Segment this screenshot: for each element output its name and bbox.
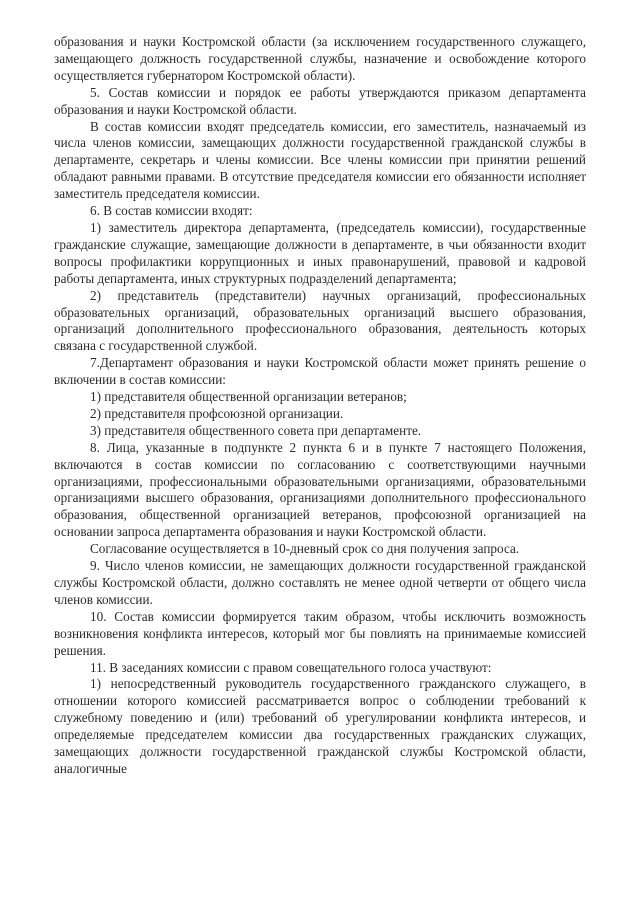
paragraph-item-6-sub-1: 1) заместитель директора департамента, (председатель комиссии), государственные гражданские служащие, замещающие должности в департаменте, в чьи обязанности входит вопросы профилактики коррупционных и иных правонарушений, правовой и кадровой работы департамента, иных структурных подразделений департамента;	[54, 219, 586, 286]
paragraph-item-11-sub-1: 1) непосредственный руководитель государственного гражданского служащего, в отношении которого комиссией рассматривается вопрос о соблюдении требований к служебному поведению и (или) требований об урегулировании конфликта интересов, и определяемые председателем комиссии два государственных гражданских служащих, замещающих должности государственной гражданской службы Костромской области, аналогичные	[54, 676, 586, 776]
paragraph-item-10: 10. Состав комиссии формируется таким образом, чтобы исключить возможность возникновения конфликта интересов, который мог бы повлиять на принимаемые комиссией решения.	[54, 608, 586, 658]
paragraph-item-8: 8. Лица, указанные в подпункте 2 пункта 6 и в пункте 7 настоящего Положения, включаются в состав комиссии по согласованию с соответствующими научными организациями, профессиональными образовательными организациями, образовательными организациями высшего образования, организациями дополнительного профессионального образования, общественной организацией ветеранов, профсоюзной организацией на основании запроса департамента образования и науки Костромской области.	[54, 439, 586, 540]
paragraph-item-5: 5. Состав комиссии и порядок ее работы утверждаются приказом департамента образования и науки Костромской области.	[54, 84, 586, 117]
paragraph-item-7: 7.Департамент образования и науки Костромской области может принять решение о включении в состав комиссии:	[54, 355, 586, 388]
paragraph-item-7-sub-2: 2) представителя профсоюзной организации.	[90, 405, 344, 421]
paragraph-item-11: 11. В заседаниях комиссии с правом совещательного голоса участвуют:	[90, 659, 492, 675]
paragraph-item-7-sub-3: 3) представителя общественного совета при департаменте.	[90, 422, 422, 438]
paragraph-item-7-sub-1: 1) представителя общественной организации ветеранов;	[90, 389, 407, 405]
paragraph-item-9: 9. Число членов комиссии, не замещающих должности государственной гражданской службы Костромской области, должно составлять не менее одной четверти от общего числа членов комиссии.	[54, 558, 586, 607]
document-page	[54, 34, 586, 778]
paragraph-approval-term: Согласование осуществляется в 10-дневный срок со дня получения запроса.	[90, 541, 520, 557]
paragraph-item-6-sub-2: 2) представитель (представители) научных организаций, профессиональных образовательных организаций, образовательных организаций высшего образования, организаций дополнительного профессионального образования, деятельность которых связана с государственной службой.	[54, 287, 586, 354]
paragraph-commission-composition: В состав комиссии входят председатель комиссии, его заместитель, назначаемый из числа членов комиссии, замещающих должности государственной гражданской службы в департаменте, секретарь и члены комиссии. Все члены комиссии при принятии решений обладают равными правами. В отсутствие председателя комиссии его обязанности исполняет заместитель председателя комиссии.	[54, 118, 586, 202]
paragraph-continuation: образования и науки Костромской области (за исключением государственного служащего, замещающего должность государственной службы, назначение и освобождение которого осуществляется губернатором Костромской области).	[54, 34, 586, 83]
paragraph-item-6: 6. В состав комиссии входят:	[90, 203, 253, 219]
